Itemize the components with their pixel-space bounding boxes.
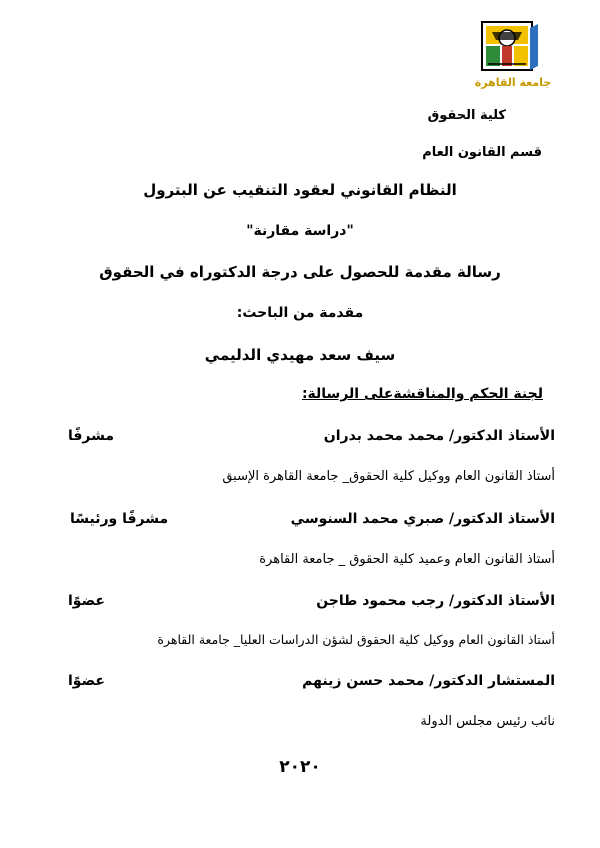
committee-member-name: الأستاذ الدكتور/ محمد محمد بدران (323, 428, 555, 444)
faculty-name: كلية الحقوق (427, 108, 506, 123)
committee-member-position: أستاذ القانون العام ووكيل كلية الحقوق_ جامعة القاهرة الإسبق (222, 469, 555, 484)
committee-member-position: أستاذ القانون العام وعميد كلية الحقوق _ جامعة القاهرة (259, 552, 555, 567)
thesis-purpose: رسالة مقدمة للحصول على درجة الدكتوراه في الحقوق (99, 263, 501, 281)
committee-member-role: مشرفًا (68, 428, 115, 444)
committee-member-role: عضوًا (68, 593, 105, 609)
thesis-title: النظام القانوني لعقود التنقيب عن البترول (143, 181, 457, 199)
committee-member-role: عضوًا (68, 673, 105, 689)
committee-member-position: نائب رئيس مجلس الدولة (420, 714, 555, 729)
thesis-subtitle: "دراسة مقارنة" (246, 223, 354, 239)
researcher-name: سيف سعد مهيدي الدليمي (204, 346, 396, 364)
committee-member-name: الأستاذ الدكتور/ صبري محمد السنوسي (290, 511, 555, 527)
department-name: قسم القانون العام (422, 145, 542, 160)
committee-member-name: الأستاذ الدكتور/ رجب محمود طاجن (316, 593, 555, 609)
committee-member-role: مشرفًا ورئيسًا (70, 511, 169, 527)
committee-member-name: المستشار الدكتور/ محمد حسن زينهم (302, 673, 555, 689)
logo-caption: جامعة القاهرة (474, 76, 552, 89)
university-logo (472, 18, 554, 96)
year: ٢٠٢٠ (279, 757, 321, 777)
committee-heading: لجنة الحكم والمناقشةعلى الرسالة: (301, 386, 543, 402)
researcher-label: مقدمة من الباحث: (236, 305, 364, 321)
committee-member-position: أستاذ القانون العام ووكيل كلية الحقوق لشؤن الدراسات العليا_ جامعة القاهرة (157, 632, 555, 647)
